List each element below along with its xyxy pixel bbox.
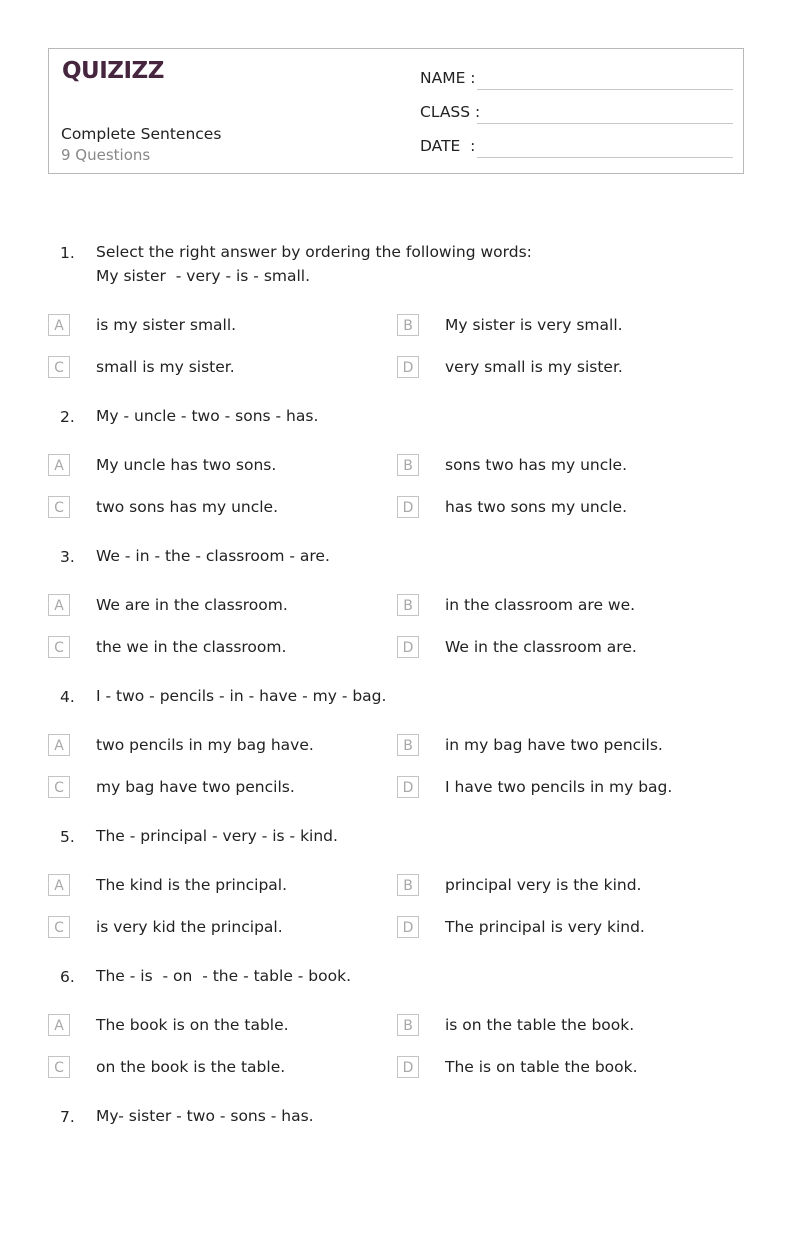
option-letter-box: C xyxy=(48,356,70,378)
option-letter-box: D xyxy=(397,636,419,658)
name-label: NAME : xyxy=(420,69,476,87)
option-letter-box: B xyxy=(397,734,419,756)
question-text-line: I - two - pencils - in - have - my - bag. xyxy=(96,687,387,705)
option-letter-box: C xyxy=(48,496,70,518)
question-count: 9 Questions xyxy=(61,146,151,164)
option-letter-box: B xyxy=(397,1014,419,1036)
option-text: is on the table the book. xyxy=(445,1016,635,1034)
option-text: two sons has my uncle. xyxy=(96,498,279,516)
question-text-line: My sister - very - is - small. xyxy=(96,267,311,285)
question-text xyxy=(96,684,736,708)
question-text xyxy=(96,404,736,428)
option-letter-box: A xyxy=(48,874,70,896)
option-letter-box: D xyxy=(397,356,419,378)
question-5 xyxy=(0,828,794,968)
option-letter-box: C xyxy=(48,916,70,938)
option-letter-box: B xyxy=(397,874,419,896)
option-text: sons two has my uncle. xyxy=(445,456,628,474)
question-7 xyxy=(0,1108,794,1248)
question-text xyxy=(96,240,736,288)
option-letter-box: A xyxy=(48,454,70,476)
quizizz-logo: QUIZIZZ xyxy=(62,58,164,84)
question-text xyxy=(96,1104,736,1128)
question-number: 1. xyxy=(60,244,75,262)
question-number: 5. xyxy=(60,828,75,846)
option-text: is very kid the principal. xyxy=(96,918,283,936)
option-text: My sister is very small. xyxy=(445,316,623,334)
option-text: principal very is the kind. xyxy=(445,876,642,894)
option-letter-box: D xyxy=(397,1056,419,1078)
question-6 xyxy=(0,968,794,1108)
option-text: We are in the classroom. xyxy=(96,596,288,614)
option-text: is my sister small. xyxy=(96,316,237,334)
option-letter-box: B xyxy=(397,314,419,336)
option-text: my bag have two pencils. xyxy=(96,778,295,796)
option-letter-box: B xyxy=(397,454,419,476)
option-text: two pencils in my bag have. xyxy=(96,736,314,754)
question-number: 4. xyxy=(60,688,75,706)
option-text: The kind is the principal. xyxy=(96,876,288,894)
worksheet-title: Complete Sentences xyxy=(61,125,222,143)
option-text: I have two pencils in my bag. xyxy=(445,778,673,796)
question-text-line: My - uncle - two - sons - has. xyxy=(96,407,319,425)
option-text: The principal is very kind. xyxy=(445,918,645,936)
question-text-line: We - in - the - classroom - are. xyxy=(96,547,330,565)
question-3 xyxy=(0,548,794,688)
question-4 xyxy=(0,688,794,828)
question-number: 2. xyxy=(60,408,75,426)
option-letter-box: A xyxy=(48,734,70,756)
option-letter-box: C xyxy=(48,1056,70,1078)
question-number: 6. xyxy=(60,968,75,986)
question-text-line: The - is - on - the - table - book. xyxy=(96,967,352,985)
class-field-line[interactable] xyxy=(477,123,733,124)
option-text: small is my sister. xyxy=(96,358,235,376)
option-text: the we in the classroom. xyxy=(96,638,287,656)
option-text: has two sons my uncle. xyxy=(445,498,628,516)
option-letter-box: D xyxy=(397,496,419,518)
option-text: We in the classroom are. xyxy=(445,638,637,656)
question-number: 7. xyxy=(60,1108,75,1126)
worksheet-header xyxy=(48,48,744,174)
option-letter-box: A xyxy=(48,1014,70,1036)
option-text: in my bag have two pencils. xyxy=(445,736,663,754)
question-text xyxy=(96,964,736,988)
option-text: in the classroom are we. xyxy=(445,596,636,614)
question-text-line: Select the right answer by ordering the following words: xyxy=(96,243,532,261)
option-text: The book is on the table. xyxy=(96,1016,289,1034)
option-letter-box: C xyxy=(48,636,70,658)
option-text: The is on table the book. xyxy=(445,1058,638,1076)
option-letter-box: D xyxy=(397,776,419,798)
question-text xyxy=(96,824,736,848)
question-text xyxy=(96,544,736,568)
option-text: My uncle has two sons. xyxy=(96,456,277,474)
option-letter-box: B xyxy=(397,594,419,616)
class-label: CLASS : xyxy=(420,103,481,121)
question-text-line: My- sister - two - sons - has. xyxy=(96,1107,314,1125)
question-1 xyxy=(0,244,794,384)
option-letter-box: C xyxy=(48,776,70,798)
option-letter-box: A xyxy=(48,314,70,336)
option-text: very small is my sister. xyxy=(445,358,623,376)
question-2 xyxy=(0,408,794,548)
name-field-line[interactable] xyxy=(477,89,733,90)
question-text-line: The - principal - very - is - kind. xyxy=(96,827,338,845)
option-letter-box: A xyxy=(48,594,70,616)
date-label: DATE : xyxy=(420,137,476,155)
option-letter-box: D xyxy=(397,916,419,938)
option-text: on the book is the table. xyxy=(96,1058,286,1076)
date-field-line[interactable] xyxy=(477,157,733,158)
question-number: 3. xyxy=(60,548,75,566)
